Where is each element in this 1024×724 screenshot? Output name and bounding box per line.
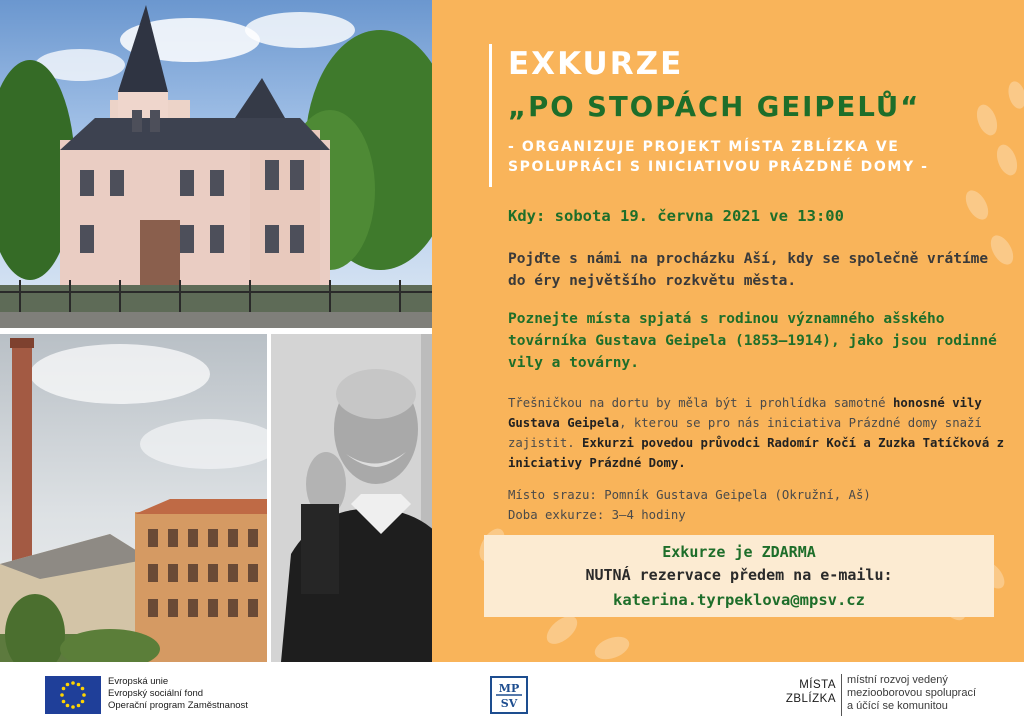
footer-logos bbox=[0, 662, 1024, 724]
contact-email: katerina.tyrpeklova@mpsv.cz bbox=[613, 591, 865, 609]
reservation-box bbox=[484, 535, 994, 617]
free-entry-text: Exkurze je ZDARMA bbox=[662, 543, 816, 561]
event-subtitle: - ORGANIZUJE PROJEKT MÍSTA ZBLÍZKA VE SPOLUPRÁCI S INICIATIVOU PRÁZDNÉ DOMY - bbox=[508, 139, 929, 175]
eu-line: Evropský sociální fond bbox=[108, 688, 204, 699]
mz-tagline-line: meziooborovou spoluprací bbox=[847, 687, 977, 699]
villa-photo bbox=[0, 0, 453, 328]
meeting-info bbox=[508, 485, 1008, 525]
detail-text bbox=[508, 393, 1008, 473]
places-text: Poznejte místa spjatá s rodinou významného ašského továrníka Gustava Geipela (1853–1914), jako jsou rodinné vily a továrny. bbox=[508, 311, 997, 371]
tour-duration: Doba exkurze: 3–4 hodiny bbox=[508, 508, 686, 522]
title-accent-bar bbox=[489, 44, 492, 187]
eu-program-text bbox=[108, 676, 248, 712]
intro-text: Pojďte s námi na procházku Aší, kdy se společně vrátíme do éry největšího rozkvětu města. bbox=[508, 251, 989, 289]
logo-divider bbox=[841, 674, 842, 716]
eu-flag-icon bbox=[45, 676, 101, 714]
reservation-text: NUTNÁ rezervace předem na e-mailu: bbox=[585, 566, 893, 584]
eu-line: Evropská unie bbox=[108, 676, 169, 687]
mz-logo-line: MÍSTA bbox=[799, 679, 836, 691]
event-date: Kdy: sobota 19. června 2021 ve 13:00 bbox=[508, 207, 844, 225]
mz-logo-line: ZBLÍZKA bbox=[785, 693, 836, 705]
mista-zblizka-tagline bbox=[847, 674, 976, 713]
mista-zblizka-logo bbox=[770, 678, 836, 706]
mpsv-logo-icon bbox=[490, 676, 528, 714]
mpsv-logo-top: MP bbox=[498, 682, 520, 695]
detail-text-bold: Exkurzi povedou průvodci Radomír Kočí a Zuzka Tatíčková z iniciativy Prázdné Domy. bbox=[508, 436, 1005, 470]
factory-photo bbox=[0, 334, 267, 662]
event-heading: EXKURZE bbox=[508, 46, 684, 82]
detail-text-bold: honosné vily Gustava Geipela bbox=[508, 396, 982, 430]
detail-text-part: , kterou se pro nás iniciativa Prázdné domy snaží zajistit. bbox=[508, 416, 982, 450]
meeting-point: Místo srazu: Pomník Gustava Geipela (Okružní, Aš) bbox=[508, 488, 871, 502]
mz-tagline-line: a účící se komunitou bbox=[847, 700, 948, 712]
mz-tagline-line: místní rozvoj vedený bbox=[847, 674, 948, 686]
eu-line: Operační program Zaměstnanost bbox=[108, 700, 248, 711]
detail-text-part: Třešničkou na dortu by měla být i prohlídka samotné bbox=[508, 396, 893, 410]
mpsv-logo-bottom: SV bbox=[500, 697, 518, 710]
event-title: „PO STOPÁCH GEIPELŮ“ bbox=[508, 91, 921, 123]
